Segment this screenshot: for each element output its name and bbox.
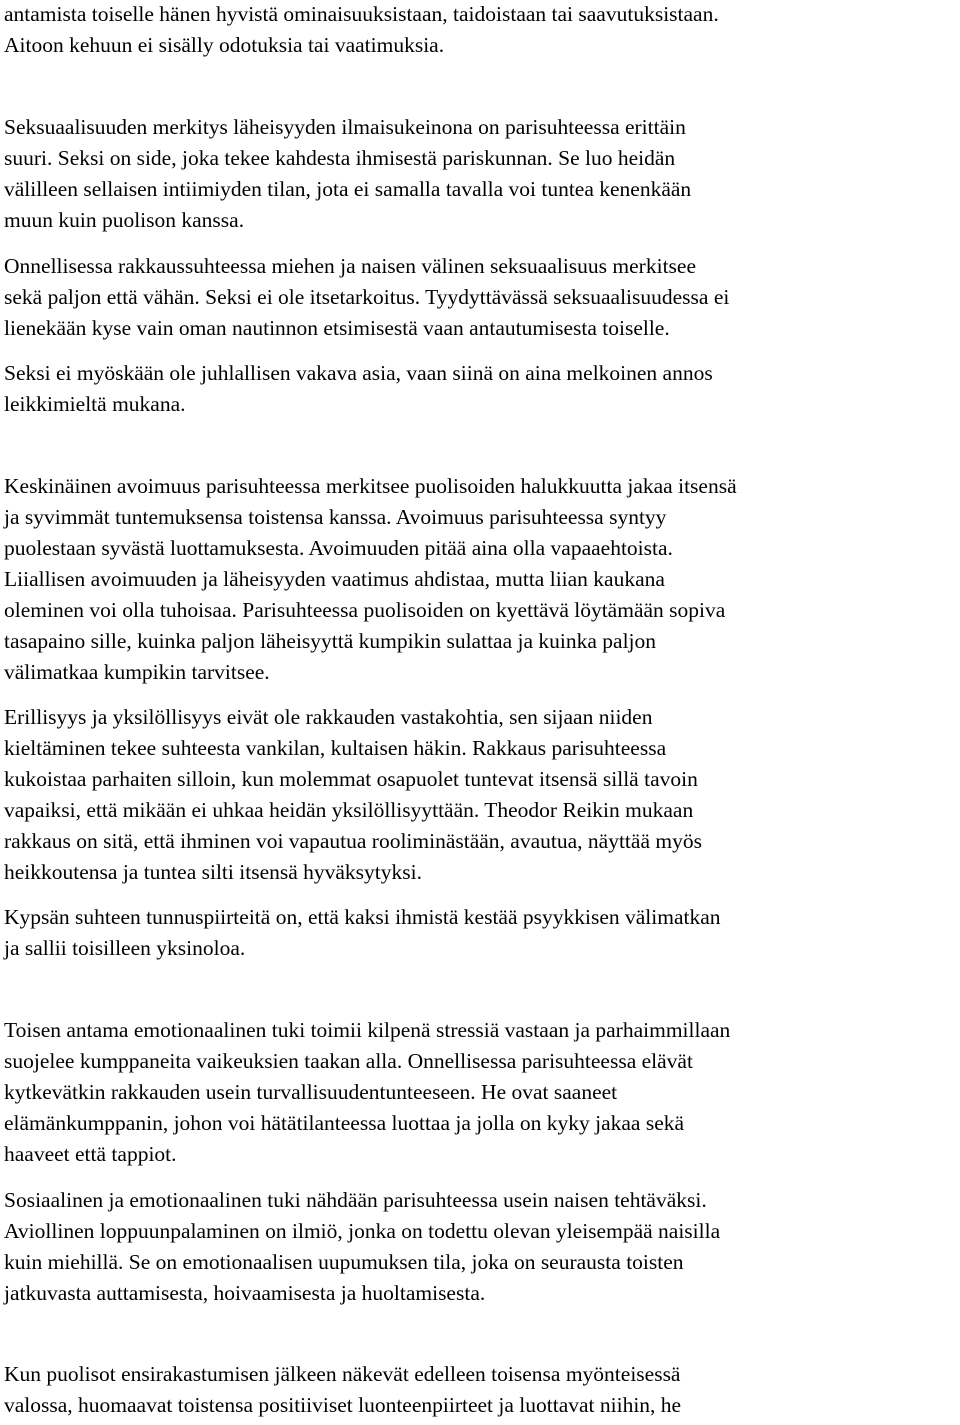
text-line: heikkoutensa ja tuntea silti itsensä hyväksytyksi.: [4, 860, 422, 884]
text-line: vapaiksi, että mikään ei uhkaa heidän yksilöllisyyttään. Theodor Reikin mukaan: [4, 798, 694, 822]
text-line: antamista toiselle hänen hyvistä ominaisuuksistaan, taidoistaan tai saavutuksistaan.: [4, 2, 719, 26]
text-line: suuri. Seksi on side, joka tekee kahdesta ihmisestä pariskunnan. Se luo heidän: [4, 146, 676, 170]
text-line: kukoistaa parhaiten silloin, kun molemmat osapuolet tuntevat itsensä sillä tavoin: [4, 767, 698, 791]
text-line: leikkimieltä mukana.: [4, 392, 186, 416]
text-line: suojelee kumppaneita vaikeuksien taakan alla. Onnellisessa parisuhteessa elävät: [4, 1049, 693, 1073]
text-line: Seksi ei myöskään ole juhlallisen vakava asia, vaan siinä on aina melkoinen annos: [4, 361, 713, 385]
text-line: sekä paljon että vähän. Seksi ei ole itsetarkoitus. Tyydyttävässä seksuaalisuudessa ei: [4, 285, 730, 309]
text-line: oleminen voi olla tuhoisaa. Parisuhteessa puolisoiden on kyettävä löytämään sopiva: [4, 598, 726, 622]
text-line: Sosiaalinen ja emotionaalinen tuki nähdään parisuhteessa usein naisen tehtäväksi.: [4, 1188, 707, 1212]
text-line: Seksuaalisuuden merkitys läheisyyden ilmaisukeinona on parisuhteessa erittäin: [4, 115, 686, 139]
text-line: Liiallisen avoimuuden ja läheisyyden vaatimus ahdistaa, mutta liian kaukana: [4, 567, 665, 591]
text-line: Keskinäinen avoimuus parisuhteessa merkitsee puolisoiden halukkuutta jakaa itsensä: [4, 474, 737, 498]
text-line: välilleen sellaisen intiimiyden tilan, jota ei samalla tavalla voi tuntea kenenkään: [4, 177, 692, 201]
text-line: Kun puolisot ensirakastumisen jälkeen näkevät edelleen toisensa myönteisessä: [4, 1362, 681, 1386]
text-line: haaveet että tappiot.: [4, 1142, 177, 1166]
text-line: elämänkumppanin, johon voi hätätilanteessa luottaa ja jolla on kyky jakaa sekä: [4, 1111, 685, 1135]
text-line: muun kuin puolison kanssa.: [4, 208, 245, 232]
text-line: rakkaus on sitä, että ihminen voi vapautua rooliminästään, avautua, näyttää myös: [4, 829, 702, 853]
text-line: Erillisyys ja yksilöllisyys eivät ole rakkauden vastakohtia, sen sijaan niiden: [4, 705, 653, 729]
text-line: lienekään kyse vain oman nautinnon etsimisestä vaan antautumisesta toiselle.: [4, 316, 670, 340]
text-line: valossa, huomaavat toistensa positiiviset luonteenpiirteet ja luottavat niihin, he: [4, 1393, 682, 1417]
text-line: kuin miehillä. Se on emotionaalisen uupumuksen tila, joka on seurausta toisten: [4, 1250, 684, 1274]
text-line: jatkuvasta auttamisesta, hoivaamisesta ja huoltamisesta.: [4, 1281, 486, 1305]
text-line: Aitoon kehuun ei sisälly odotuksia tai vaatimuksia.: [4, 33, 445, 57]
text-line: ja syvimmät tuntemuksensa toistensa kanssa. Avoimuus parisuhteessa syntyy: [4, 505, 667, 529]
text-line: Toisen antama emotionaalinen tuki toimii kilpenä stressiä vastaan ja parhaimmillaan: [4, 1018, 731, 1042]
text-line: tasapaino sille, kuinka paljon läheisyyttä kumpikin sulattaa ja kuinka paljon: [4, 629, 657, 653]
text-line: Onnellisessa rakkaussuhteessa miehen ja naisen välinen seksuaalisuus merkitsee: [4, 254, 696, 278]
text-line: kieltäminen tekee suhteesta vankilan, kultaisen häkin. Rakkaus parisuhteessa: [4, 736, 667, 760]
text-line: Aviollinen loppuunpalaminen on ilmiö, jonka on todettu olevan yleisempää naisilla: [4, 1219, 721, 1243]
text-line: välimatkaa kumpikin tarvitsee.: [4, 660, 270, 684]
text-line: puolestaan syvästä luottamuksesta. Avoimuuden pitää aina olla vapaaehtoista.: [4, 536, 673, 560]
text-line: kytkevätkin rakkauden usein turvallisuudentunteeseen. He ovat saaneet: [4, 1080, 618, 1104]
text-line: ja sallii toisilleen yksinoloa.: [4, 936, 246, 960]
text-line: Kypsän suhteen tunnuspiirteitä on, että kaksi ihmistä kestää psyykkisen välimatkan: [4, 905, 721, 929]
